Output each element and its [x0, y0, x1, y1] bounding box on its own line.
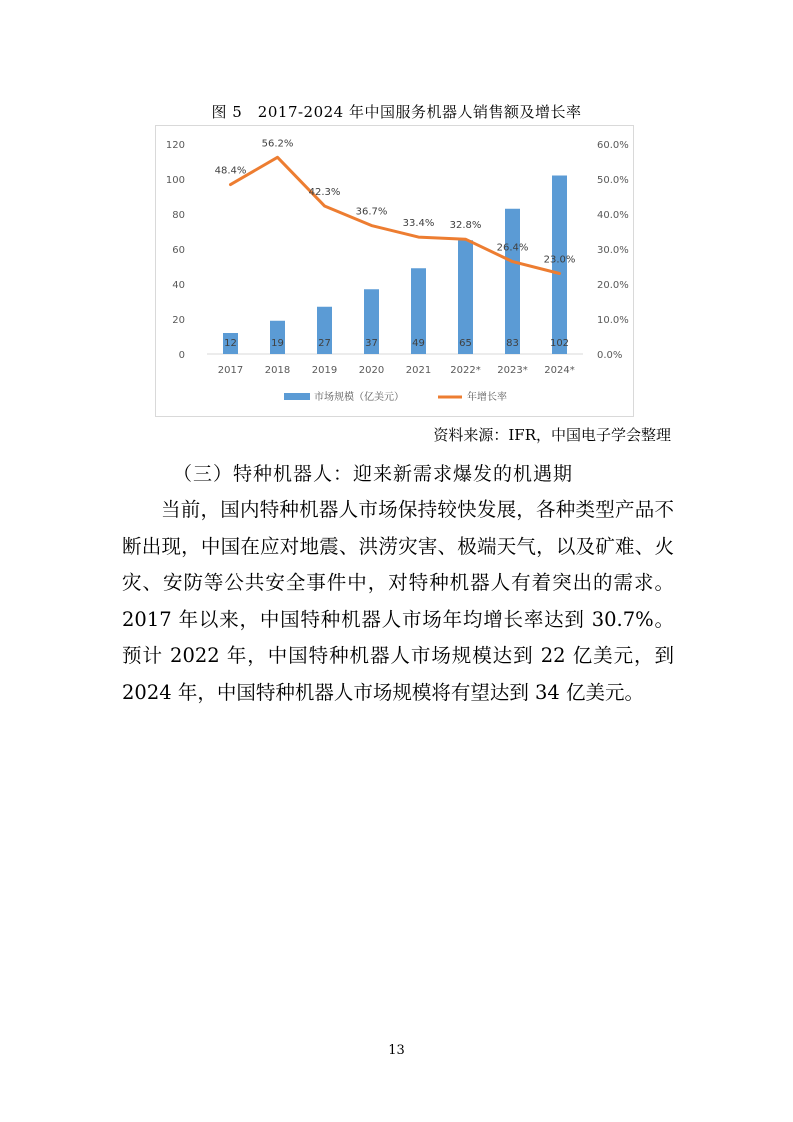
line-data-label: 33.4% [402, 218, 435, 230]
x-tick-label: 2018 [264, 365, 291, 376]
bar-data-label: 102 [549, 338, 570, 349]
bar-market-size [458, 240, 473, 354]
y-right-tick-label: 40.0% [597, 210, 629, 221]
combo-chart [156, 126, 633, 416]
x-tick-label: 2021 [405, 365, 432, 376]
line-data-label: 23.0% [543, 254, 576, 266]
bar-data-label: 65 [459, 338, 472, 349]
y-right-tick-label: 10.0% [597, 315, 629, 326]
y-left-tick-label: 120 [165, 140, 185, 151]
legend-label-growth-rate: 年增长率 [467, 392, 507, 403]
line-data-label: 36.7% [355, 206, 388, 218]
y-left-tick-label: 80 [172, 210, 185, 221]
x-tick-label: 2017 [217, 365, 244, 376]
line-data-label: 56.2% [261, 138, 294, 150]
y-right-tick-label: 50.0% [597, 175, 629, 186]
legend-label-market-size: 市场规模（亿美元） [314, 392, 404, 403]
y-left-tick-label: 60 [172, 245, 185, 256]
y-left-tick-label: 40 [172, 280, 185, 291]
x-tick-label: 2024* [544, 365, 575, 376]
figure-caption: 图 5 2017-2024 年中国服务机器人销售额及增长率 [211, 103, 582, 121]
x-tick-label: 2023* [497, 365, 528, 376]
chart-frame [155, 125, 634, 417]
bar-data-label: 27 [318, 338, 331, 349]
bar-data-label: 12 [224, 338, 237, 349]
x-tick-label: 2019 [311, 365, 338, 376]
bar-data-label: 83 [506, 338, 519, 349]
body-paragraph [122, 492, 674, 711]
line-data-label: 26.4% [496, 242, 529, 254]
y-right-tick-label: 0.0% [597, 350, 623, 361]
line-data-label: 32.8% [449, 220, 482, 232]
figure-source: 资料来源：IFR，中国电子学会整理 [433, 426, 671, 444]
y-right-tick-label: 20.0% [597, 280, 629, 291]
x-tick-label: 2022* [450, 365, 481, 376]
page-number: 13 [388, 1043, 405, 1058]
x-tick-label: 2020 [358, 365, 385, 376]
bar-market-size [505, 209, 520, 354]
section-heading: （三）特种机器人：迎来新需求爆发的机遇期 [173, 463, 574, 485]
y-left-tick-label: 0 [178, 350, 185, 361]
y-right-tick-label: 60.0% [597, 140, 629, 151]
line-data-label: 48.4% [214, 165, 247, 177]
y-left-tick-label: 20 [172, 315, 185, 326]
y-left-tick-label: 100 [165, 175, 185, 186]
bar-data-label: 37 [365, 338, 378, 349]
bar-data-label: 49 [412, 338, 425, 349]
legend-swatch-market-size [284, 393, 310, 400]
paragraph-text: 当前，国内特种机器人市场保持较快发展，各种类型产品不断出现，中国在应对地震、洪涝灾害、极端天气，以及矿难、火灾、安防等公共安全事件中，对特种机器人有着突出的需求。2017 年以来，中国特种机器人市场年均增长率达到 30.7%。预计 2022 年，中国特种机器人市场规模达到 22 亿美元，到 2024 年，中国特种机器人市场规模将有望达到 34 亿美元。 [122, 498, 674, 704]
bar-data-label: 19 [271, 338, 284, 349]
line-data-label: 42.3% [308, 186, 341, 198]
y-right-tick-label: 30.0% [597, 245, 629, 256]
